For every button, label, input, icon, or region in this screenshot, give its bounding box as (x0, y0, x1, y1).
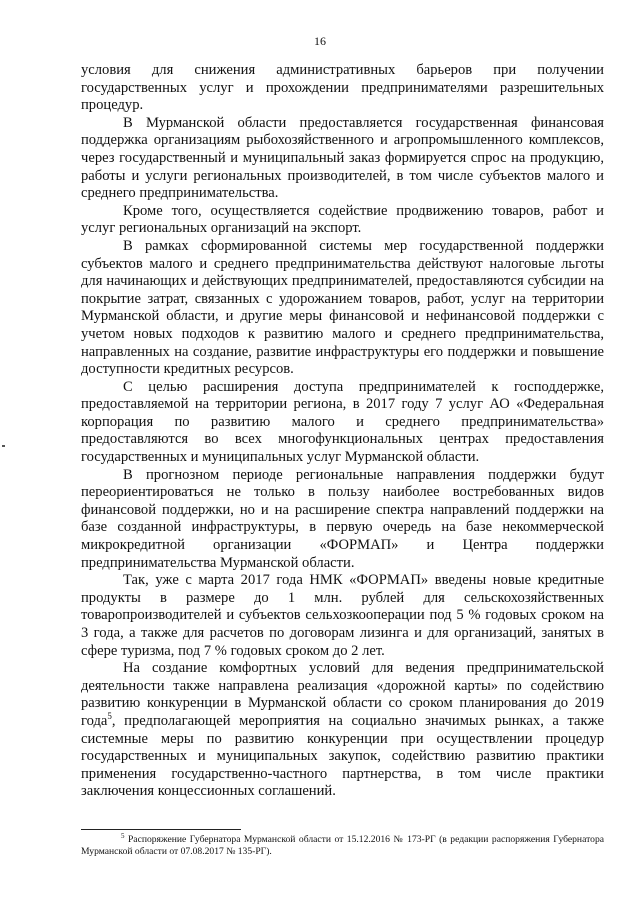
paragraph-4: В рамках сформированной системы мер государственной поддержки субъектов малого и среднего предпринимательства действуют налоговые льготы для начинающих и действующих предпринимателей, предоставляются субсидии на покрытие затрат, связанных с удорожанием товаров, работ, услуг на территории Мурманской области, и другие меры финансовой и нефинансовой поддержки с учетом новых подходов к развитию малого и среднего предпринимательства, направленных на создание, развитие инфраструктуры его поддержки и повышение доступности кредитных ресурсов. (81, 237, 604, 378)
paragraph-2: В Мурманской области предоставляется государственная финансовая поддержка организациям рыбохозяйственного и агропромышленного комплексов, через государственный и муниципальный заказ формируется спрос на продукцию, работы и услуги региональных производителей, в том числе субъектов малого и среднего предпринимательства. (81, 114, 604, 202)
paragraph-5: С целью расширения доступа предпринимателей к господдержке, предоставляемой на территории региона, в 2017 году 7 услуг АО «Федеральная корпорация по развитию малого и среднего предпринимательства» предоставляются во всех многофункциональных центрах предоставления государственных и муниципальных услуг Мурманской области. (81, 378, 604, 466)
page-number: 16 (314, 34, 326, 48)
scan-margin-mark (2, 445, 5, 447)
paragraph-8-end: , предполагающей мероприятия на социально значимых рынках, а также системные меры по развитию конкуренции при осуществлении процедур государственных и муниципальных закупок, содействию развитию практики применения государственно-частного партнерства, в том числе практики заключения концессионных соглашений. (81, 712, 604, 800)
paragraph-6: В прогнозном периоде региональные направления поддержки будут переориентироваться не только в пользу наиболее востребованных видов финансовой поддержки, но и на расширение спектра направлений поддержки на базе созданной инфраструктуры, в первую очередь на базе некоммерческой микрокредитной организации «ФОРМАП» и Центра поддержки предпринимательства Мурманской области. (81, 466, 604, 571)
footnote-marker: 5 (121, 831, 125, 840)
paragraph-7: Так, уже с марта 2017 года НМК «ФОРМАП» введены новые кредитные продукты в размере до 1 млн. рублей для сельскохозяйственных товаропроизводителей и субъектов сельхозкооперации под 5 % годовых сроком на 3 года, а также для расчетов по договорам лизинга и для организаций, занятых в сфере туризма, под 7 % годовых сроком до 2 лет. (81, 572, 604, 659)
paragraph-8-start: На создание комфортных условий для ведения предпринимательской деятельности также направлена реализация «дорожной карты» по содействию развитию конкуренции в Мурманской области со сроком планирования до 2019 года (81, 660, 604, 729)
paragraph-3: Кроме того, осуществляется содействие продвижению товаров, работ и услуг региональных организаций на экспорт. (81, 202, 604, 237)
paragraph-1: условия для снижения административных барьеров при получении государственных услуг и прохождении предпринимателями разрешительных процедур. (81, 62, 604, 114)
paragraph-8 (81, 660, 604, 801)
footnote-reference: 5 (107, 711, 112, 722)
footnote-text: Распоряжение Губернатора Мурманской области от 15.12.2016 № 173-РГ (в редакции распоряжения Губернатора Мурманской области от 07.08.2017 № 135-РГ). (81, 834, 604, 857)
footnote-divider (81, 829, 241, 830)
footnote (81, 831, 604, 857)
body-text (81, 62, 604, 801)
